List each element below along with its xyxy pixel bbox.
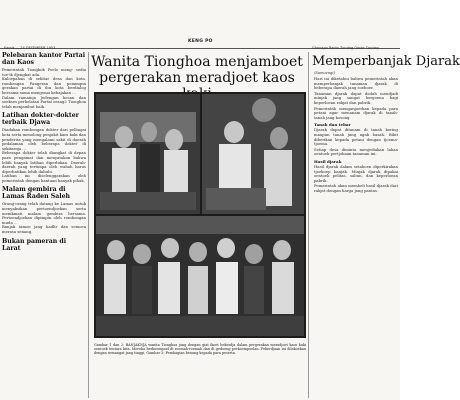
column-divider [308,52,309,398]
article-paragraph: Banjak tamoe jang hadlir dan semoea merasa senang. [2,224,86,235]
article-paragraph: Pemerintah menganjoerkan kepada para petani agar menanam djarak di tanah-tanah jang kosong. [314,105,398,120]
article [2,52,86,109]
headline-line: Wanita Tionghoa menjamboet [91,54,303,70]
article-paragraph: Pemerintah Tiongkok Poelo meng- sedia toe-ik djengkat ada. [2,67,86,77]
article-subhead: Hasil djarak [314,158,342,164]
article-paragraph: Hasil djarak dalam setahoen diperkirakan tjoekoep banjak. Minjak djarak dipakai oentoek pelitas, sabun, dan keperloean pabrik. [314,163,398,183]
article-paragraph: Tanaman djarak dapat diolah mendjadi minjak jang sangat bergoena bagi keperloean rakjat dan pabrik. [314,90,398,105]
article-paragraph: Dalam ramainja Jedengan kesan dan soekses perhelatan Partai orang2 Tionghoa telah menjambut baik. [2,94,86,109]
column-divider [88,52,89,398]
article-paragraph: Pemerintah akan membeli hasil djarak dari rakjat dengan harga jang pantas. [314,183,398,193]
masthead-meta: Ghanapo Radio Zondag Ooste Sandep ... [312,46,384,50]
article-byline: (Samoengi) [314,71,335,75]
article [2,112,86,183]
headline-line: pergerakan meradjoet kaos [99,70,295,86]
article-paragraph: Kaloepahan di sekitar desa dan kota, rombongan Pangeran dan pemimpin gerakan partai di ibu kota berdialog bersama-sama mengenai kebajakan ... [2,76,86,95]
article-title: Malam gembira di Lamas Raden Saleh [2,186,71,201]
article [2,186,86,234]
article-paragraph: Orang-orang telah datang ke Lamas untuk menyaksikan pertoendjoekan serta menikmati malam gembira bersama. Pertoendjoekan dipimpin oleh rombongan muda ... [2,201,86,225]
left-column [2,52,86,255]
masthead [0,0,400,49]
photo-collage-image [94,92,306,338]
article-paragraph: Beberapa dokter telah diangkat di depan para pengamat dan menyatakan bahwa lebih banyak latihan diperlukan. Daerah-daerah yang tertimpa oleh wabah harus diperhatikan lebih dahulu. [2,150,86,174]
article-title: Bukan pameran di Larat [2,237,67,252]
article [2,238,86,252]
news-photo-collage [94,92,306,338]
article-paragraph: Hari ini diketahui bahwa pemerintah akan memperbanjak tanaman djarak di beberapa daerah jang soeboer. [314,76,398,91]
article-paragraph: Setiap desa diminta menjediakan lahan oentoek pertjobaan tanaman ini. [314,146,398,157]
article-title: Latihan dokter-dokter terbaik Djawa [2,112,79,127]
masthead-date: Kamis — 24 DESEMBER 1953 [4,46,56,50]
article-paragraph: Latihan ini diselenggarakan oleh pemerintah dengan bantuan banyak pihak. [2,173,86,183]
article-paragraph: Diadakan rombongan dokter dari pelbagai kota serta menolong penjakit kaos kaki dan penderita yang mengalami sakit di daerah pedalaman oleh beberapa dokter di sekitarnja ... [2,127,86,151]
right-headline: Memperbanjak Djarak [312,54,460,69]
photo-caption: Gambar 1 dan 2: BANJAKNJA wanita Tionghoa jang dengan giat ikoet bekerdja dalam pergerakan meradjoet kaos kaki oentoek tentara kita. Mereka berkoempoel di roemah-roemah dan di gedoeng perkoempoelan. Pekerdjaan ini dilakoekan dengan semangat jang tinggi, Gambar 3: Pembagian benang kepada para peserta. [94,343,306,356]
newspaper-logo: KENG PO [188,39,213,44]
article-subhead: Tanah dan tebar [314,122,351,128]
article-paragraph: Djarak dapat ditanam di tanah kering maupun tanah jang agak basah. Bibit diberikan kepada petani dengan tjoema-tjoema. [314,127,398,147]
right-column [310,52,460,194]
article-title: Pelebaran kantor Partai dan Kaos [2,52,86,66]
